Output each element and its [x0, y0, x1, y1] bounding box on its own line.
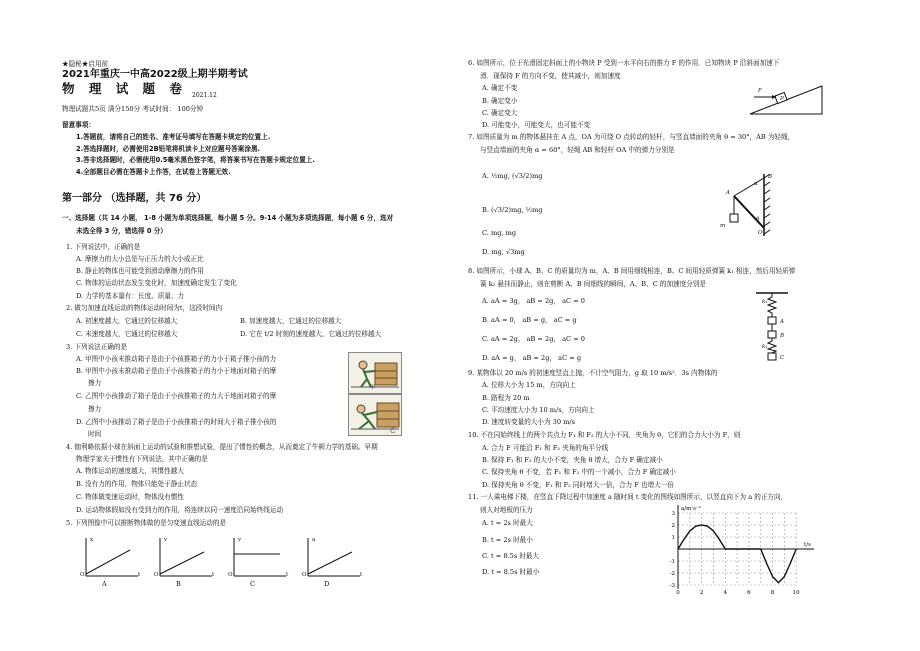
part1-title: 第一部分 （选择题，共 76 分） — [62, 193, 207, 204]
q8-stem-cont: 簧 k₂ 悬挂而静止，则在剪断 A、B 间细线的瞬间，A、B、C 的加速度分别是 — [480, 280, 707, 288]
y-tick-label: -2 — [669, 571, 675, 577]
q11-option: D. t = 8.5s 时最小 — [482, 568, 540, 576]
q5-origin: O — [228, 572, 233, 578]
q8-option: A. aA = 3g， aB = 2g， aC = 0 — [482, 297, 585, 305]
q8-option: B. aA = 0， aB = g， aC = g — [482, 316, 577, 324]
secret-mark: ★隐秘★启用前 — [62, 60, 109, 68]
q3-option-cont: 擦力 — [88, 379, 102, 387]
q10-option: B. 保持 F₁ 和 F₂ 的大小不变，夹角 θ 增大，合力 F 确定减小 — [482, 456, 663, 464]
q2-option: C. 末速度越大，它通过的位移越大 — [76, 330, 178, 338]
q7-label-o: O — [758, 230, 763, 236]
q3-option: A. 甲图中小孩未推动箱子是由于小孩推箱子的力小于箱子推小孩的力 — [76, 355, 277, 363]
q8-label-c: C — [780, 355, 785, 361]
q8-label-k1: k₁ — [762, 299, 768, 305]
x-tick-label: 0 — [676, 590, 680, 595]
q10-stem: 10. 不在同始终线上的两个共点力 F₁ 和 F₂ 的大小不同，夹角为 θ，它们的合力大小为 F，则 — [468, 431, 741, 439]
q5-d-yaxis: a — [312, 537, 316, 543]
q1-option: C. 物体的运动状态发生变化时，加速度确定发生了变化 — [76, 279, 237, 287]
q9-option: C. 平均速度大小为 10 m/s，方向向上 — [482, 406, 595, 414]
exam-meta: 物理试题共5页 满分150分 考试时间： 100分钟 — [62, 105, 204, 113]
x-tick-label: 6 — [747, 590, 751, 595]
q5-a-xaxis: t — [138, 572, 141, 578]
y-tick-label: 1 — [671, 535, 675, 541]
x-tick-label: 2 — [699, 590, 704, 595]
q6-option: A. 确定不变 — [482, 84, 518, 92]
note-item: 3.答非选择题时，必需使用0.5毫米黑色签字笔，将答案书写在答题卡规定位置上. — [76, 156, 315, 164]
q3-option: D. 乙图中小孩推动了箱子是由于小孩推箱子的时间大于箱子推小孩的 — [76, 418, 277, 426]
x-axis-label: t/s — [804, 542, 811, 548]
q10-option: A. 合力 F 可能沿 F₁ 和 F₂ 夹角的角平分线 — [482, 444, 609, 452]
q3-stem: 3. 下列说法正确的是 — [66, 343, 128, 351]
q7-option: B. (√3/2)mg, ½mg — [482, 206, 543, 214]
x-tick-label: 8 — [770, 590, 775, 595]
exam-title: 2021年重庆一中高2022级上期半期考试 — [62, 69, 248, 80]
q4-option: C. 物体做变速运动时，物体没有惯性 — [76, 493, 184, 501]
q5-b-xaxis: t — [212, 572, 215, 578]
q5-graph-b — [160, 538, 212, 576]
q5-graphs — [72, 534, 362, 594]
q7-option: A. ½mg, (√3/2)mg — [482, 172, 543, 180]
q11-option: C. t = 8.5s 时最大 — [482, 552, 540, 560]
q1-option: B. 静止的物体也可能受到滑动摩擦力的作用 — [76, 267, 204, 275]
q6-option: D. 可能变小，可能变大，也可能不变 — [482, 121, 591, 129]
q1-option: A. 摩擦力的大小总是与正压力的大小成正比 — [76, 255, 204, 263]
q5-stem: 5. 下列图像中可以推断物体做的是匀变速直线运动的是 — [66, 519, 227, 527]
q9-option: A. 位移大小为 15 m，方向向上 — [482, 381, 576, 389]
q3-option-cont: 擦力 — [88, 405, 102, 413]
q5-a-yaxis: x — [90, 537, 94, 543]
q7-option: C. mg, mg — [482, 229, 517, 237]
q6-label-f: F — [758, 88, 762, 94]
q9-option: D. 速度转变量的大小为 30 m/s — [482, 418, 576, 426]
q10-option: C. 保持夹角 θ 不变，若 F₁ 和 F₂ 中的一个减小，合力 F 确定减小 — [482, 468, 676, 476]
q3-option: C. 乙图中小孩推动了箱子是由于小孩推箱子的力大于地面对箱子的摩 — [76, 392, 277, 400]
note-item: 2.答选择题时，必需使用2B铅笔将机读卡上对应题号答案涂黑. — [76, 145, 261, 153]
q5-graph-a — [86, 538, 138, 576]
q2-option: B. 加速度越大，它通过的位移越大 — [240, 317, 342, 325]
part1-instructions: 一、选择题（共 14 小题， 1-8 小题为单项选择题，每小题 5 分。9-14 小题为多项选择题，每小题 6 分，选对 — [62, 214, 394, 222]
q5-b-yaxis: v — [164, 537, 168, 543]
y-tick-label: -1 — [669, 559, 675, 565]
q8-label-b: B — [780, 333, 785, 339]
q5-c-label: C — [250, 580, 256, 588]
q8-stem: 8. 如图所示，小球 A、B、C 的质量均为 m，A、B 间用细线相连，B、C 间用轻质弹簧 k₁ 相连，然后用轻质弹 — [468, 267, 796, 275]
q7-stem: 7. 如图质量为 m 的物体悬挂在 A 点，OA 为可绕 O 点转动的轻杆，与竖直墙面的夹角 θ = 30°，AB 为轻绳， — [468, 133, 795, 141]
q7-option: D. mg, √3mg — [482, 248, 525, 256]
x-tick-label: 4 — [723, 590, 728, 595]
q3-label-yi: 乙 — [390, 428, 396, 434]
q10-option: D. 保持夹角 θ 不变，F₁ 和 F₂ 同时增大一倍，合力 F 也增大一倍 — [482, 481, 674, 489]
q6-option: C. 确定变大 — [482, 109, 518, 117]
y-tick-label: 2 — [671, 523, 675, 529]
q7-label-alpha: α — [754, 181, 758, 187]
q5-graph-d — [308, 538, 360, 576]
q1-stem: 1. 下列说法中，正确的是 — [66, 243, 141, 251]
note-item: 4.全部题目必需在答题卡上作答，在试卷上答题无效. — [76, 168, 231, 176]
q2-option: D. 它在 t/2 时刻的速度越大，它通过的位移越大 — [240, 330, 382, 338]
q6-stem-cont: 滑．现保持 F 的方向不变，使其减小，则加速度 — [480, 72, 621, 80]
q7-stem-cont: 与竖直墙面的夹角 α = 60°，轻绳 AB 和轻杆 OA 中的弹力分别是 — [480, 146, 675, 154]
q2-option: A. 初速度越大，它通过的位移越大 — [76, 317, 178, 325]
q5-d-xaxis: t — [360, 572, 363, 578]
q9-stem: 9. 某物体以 20 m/s 的初速度竖直上抛，不计空气阻力，g 取 10 m/s²．3s 内物体的 — [468, 369, 718, 377]
q11-stem-cont: 则人对地板的压力 — [480, 506, 533, 514]
paper-title: 物 理 试 题 卷 — [62, 81, 187, 96]
q11-option: A. t = 2s 时最大 — [482, 519, 533, 527]
q4-option: A. 物体运动的速度越大，其惯性越大 — [76, 467, 184, 475]
q5-origin: O — [154, 572, 159, 578]
q6-label-p: P — [780, 96, 784, 102]
q8-spring-figure — [752, 289, 792, 361]
q1-option: D. 力学的基本量有：长度、质量、力 — [76, 292, 185, 300]
q5-graph-c — [234, 538, 286, 576]
q5-c-yaxis: v — [238, 537, 242, 543]
q9-option: B. 路程为 20 m — [482, 394, 530, 402]
q7-label-theta: θ — [756, 217, 760, 223]
note-item: 1.答题前，请将自己的姓名、准考证号填写在答题卡规定的位置上. — [76, 133, 271, 141]
q7-label-m: m — [720, 223, 726, 229]
q4-stem: 4. 伽利略依据小球在斜面上运动的试验和推想试验，提出了惯性的概念，从而奠定了牛顿力学的基础。早期 — [66, 443, 378, 451]
q8-option: C. aA = 2g， aB = 2g， aC = 0 — [482, 335, 586, 343]
q5-c-xaxis: t — [286, 572, 289, 578]
q11-stem: 11. 一人乘电梯下楼，在竖直下降过程中加速度 a 随时间 t 变化的图线如图所示，以竖直向下为 a 的正方向， — [468, 493, 788, 501]
q4-stem-cont: 物理学家关于惯性有下列说法，其中正确的是 — [76, 455, 208, 463]
q3-option: B. 甲图中小孩未推动箱子是由于小孩推箱子的力小于地面对箱子的摩 — [76, 367, 277, 375]
q4-option: B. 没有力的作用，物体只能处于静止状态 — [76, 480, 198, 488]
q4-option: D. 运动物体假如没有受到力的作用，将连续以同一速度沿同始终线运动 — [76, 506, 284, 514]
x-tick-label: 10 — [792, 590, 800, 595]
q11-option: B. t = 2s 时最小 — [482, 536, 533, 544]
paper-date: 2021.12 — [192, 92, 217, 99]
q7-label-b: B — [768, 174, 773, 180]
q8-option: D. aA = g， aB = 2g， aC = g — [482, 354, 582, 362]
q2-stem: 2. 做匀加速直线运动的物体运动时间为t，这段时间内 — [66, 304, 223, 312]
y-tick-label: 3 — [671, 511, 675, 517]
q5-origin: O — [302, 572, 307, 578]
y-axis-label: a/m·s⁻² — [681, 506, 702, 512]
q8-label-a: A — [780, 319, 784, 325]
q6-option: B. 确定变小 — [482, 97, 518, 105]
part1-instructions-cont: 未选全得 3 分，错选得 0 分） — [76, 227, 167, 235]
y-tick-label: -3 — [669, 583, 675, 589]
q5-d-label: D — [324, 580, 330, 588]
q5-origin: O — [80, 572, 85, 578]
q3-label-jia: 甲 — [370, 385, 376, 391]
q8-label-k2: k₂ — [762, 344, 768, 350]
q5-a-label: A — [102, 580, 107, 588]
q3-option-cont: 时间 — [88, 430, 102, 438]
q7-label-a: A — [726, 190, 730, 196]
notes-title: 留意事项： — [62, 121, 95, 129]
q6-stem: 6. 如图所示，位于光滑固定斜面上的小物块 P 受到一水平向右的推力 F 的作用．已知物块 P 沿斜面加速下 — [468, 59, 780, 67]
q5-b-label: B — [176, 580, 181, 588]
q11-acceleration-chart — [658, 503, 818, 595]
